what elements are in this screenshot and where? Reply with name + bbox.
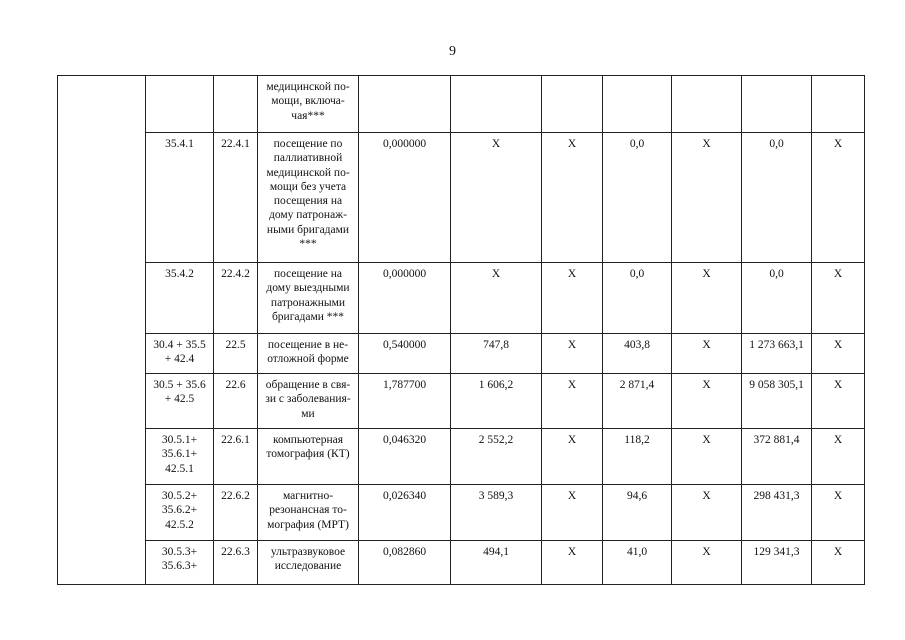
- section-code-cell: 30.5 + 35.6 + 42.5: [146, 374, 214, 429]
- total-cost-cell: 0,0: [742, 133, 812, 263]
- care-type-cell: компьютерная томография (КТ): [258, 429, 359, 485]
- col-8-cell: X: [672, 541, 742, 585]
- col-8-cell: [672, 76, 742, 133]
- cost-norm-cell: [451, 76, 542, 133]
- col-8-cell: X: [672, 133, 742, 263]
- volume-norm-cell: 1,787700: [359, 374, 451, 429]
- row-code-cell: 22.6: [214, 374, 258, 429]
- per-capita-cell: 2 871,4: [603, 374, 672, 429]
- table-row: [58, 133, 865, 263]
- col-10-cell: X: [812, 334, 865, 374]
- volume-norm-cell: 0,540000: [359, 334, 451, 374]
- col-8-cell: X: [672, 429, 742, 485]
- section-code-cell: 35.4.1: [146, 133, 214, 263]
- table-row: [58, 485, 865, 541]
- volume-norm-cell: 0,046320: [359, 429, 451, 485]
- volume-norm-cell: 0,000000: [359, 263, 451, 334]
- section-code-cell: 30.5.1+ 35.6.1+ 42.5.1: [146, 429, 214, 485]
- col-8-cell: X: [672, 374, 742, 429]
- col-6-cell: X: [542, 541, 603, 585]
- total-cost-cell: 0,0: [742, 263, 812, 334]
- volume-norm-cell: 0,082860: [359, 541, 451, 585]
- cost-norm-cell: 2 552,2: [451, 429, 542, 485]
- total-cost-cell: 1 273 663,1: [742, 334, 812, 374]
- col-10-cell: X: [812, 429, 865, 485]
- col-8-cell: X: [672, 263, 742, 334]
- volume-norm-cell: 0,026340: [359, 485, 451, 541]
- total-cost-cell: 129 341,3: [742, 541, 812, 585]
- col-10-cell: X: [812, 485, 865, 541]
- row-code-cell: 22.5: [214, 334, 258, 374]
- per-capita-cell: 0,0: [603, 263, 672, 334]
- row-code-cell: 22.6.3: [214, 541, 258, 585]
- col-6-cell: X: [542, 429, 603, 485]
- row-code-cell: 22.4.1: [214, 133, 258, 263]
- left-merged-cell: [58, 76, 146, 585]
- care-type-cell: ультразвуковое исследование: [258, 541, 359, 585]
- row-code-cell: [214, 76, 258, 133]
- per-capita-cell: 0,0: [603, 133, 672, 263]
- col-10-cell: X: [812, 374, 865, 429]
- per-capita-cell: [603, 76, 672, 133]
- care-type-cell: посещение в не- отложной форме: [258, 334, 359, 374]
- total-cost-cell: [742, 76, 812, 133]
- care-type-cell: посещение по паллиативной медицинской по- мощи без учета посещения на дому патронаж- ными бригадами ***: [258, 133, 359, 263]
- section-code-cell: [146, 76, 214, 133]
- table-row: [58, 334, 865, 374]
- col-8-cell: X: [672, 334, 742, 374]
- total-cost-cell: 372 881,4: [742, 429, 812, 485]
- cost-norm-cell: X: [451, 263, 542, 334]
- col-6-cell: [542, 76, 603, 133]
- per-capita-cell: 94,6: [603, 485, 672, 541]
- table-row: [58, 374, 865, 429]
- cost-norm-cell: X: [451, 133, 542, 263]
- row-code-cell: 22.6.2: [214, 485, 258, 541]
- data-table: [57, 75, 865, 585]
- row-code-cell: 22.6.1: [214, 429, 258, 485]
- volume-norm-cell: [359, 76, 451, 133]
- section-code-cell: 30.4 + 35.5 + 42.4: [146, 334, 214, 374]
- cost-norm-cell: 494,1: [451, 541, 542, 585]
- per-capita-cell: 403,8: [603, 334, 672, 374]
- col-6-cell: X: [542, 485, 603, 541]
- volume-norm-cell: 0,000000: [359, 133, 451, 263]
- col-8-cell: X: [672, 485, 742, 541]
- col-6-cell: X: [542, 263, 603, 334]
- section-code-cell: 30.5.3+ 35.6.3+: [146, 541, 214, 585]
- per-capita-cell: 41,0: [603, 541, 672, 585]
- table-row: [58, 263, 865, 334]
- col-6-cell: X: [542, 133, 603, 263]
- col-10-cell: X: [812, 541, 865, 585]
- col-6-cell: X: [542, 334, 603, 374]
- page-number: 9: [449, 44, 456, 59]
- table-body: [58, 76, 865, 585]
- cost-norm-cell: 747,8: [451, 334, 542, 374]
- col-10-cell: X: [812, 263, 865, 334]
- col-10-cell: X: [812, 133, 865, 263]
- per-capita-cell: 118,2: [603, 429, 672, 485]
- section-code-cell: 35.4.2: [146, 263, 214, 334]
- care-type-cell: обращение в свя- зи с заболевания- ми: [258, 374, 359, 429]
- col-10-cell: [812, 76, 865, 133]
- total-cost-cell: 9 058 305,1: [742, 374, 812, 429]
- table-row: [58, 541, 865, 585]
- section-code-cell: 30.5.2+ 35.6.2+ 42.5.2: [146, 485, 214, 541]
- care-type-cell: магнитно- резонансная то- мография (МРТ): [258, 485, 359, 541]
- table-row: [58, 76, 865, 133]
- row-code-cell: 22.4.2: [214, 263, 258, 334]
- care-type-cell: посещение на дому выездными патронажными бригадами ***: [258, 263, 359, 334]
- col-6-cell: X: [542, 374, 603, 429]
- care-type-cell: медицинской по- мощи, включа- чая***: [258, 76, 359, 133]
- cost-norm-cell: 3 589,3: [451, 485, 542, 541]
- table-row: [58, 429, 865, 485]
- cost-norm-cell: 1 606,2: [451, 374, 542, 429]
- total-cost-cell: 298 431,3: [742, 485, 812, 541]
